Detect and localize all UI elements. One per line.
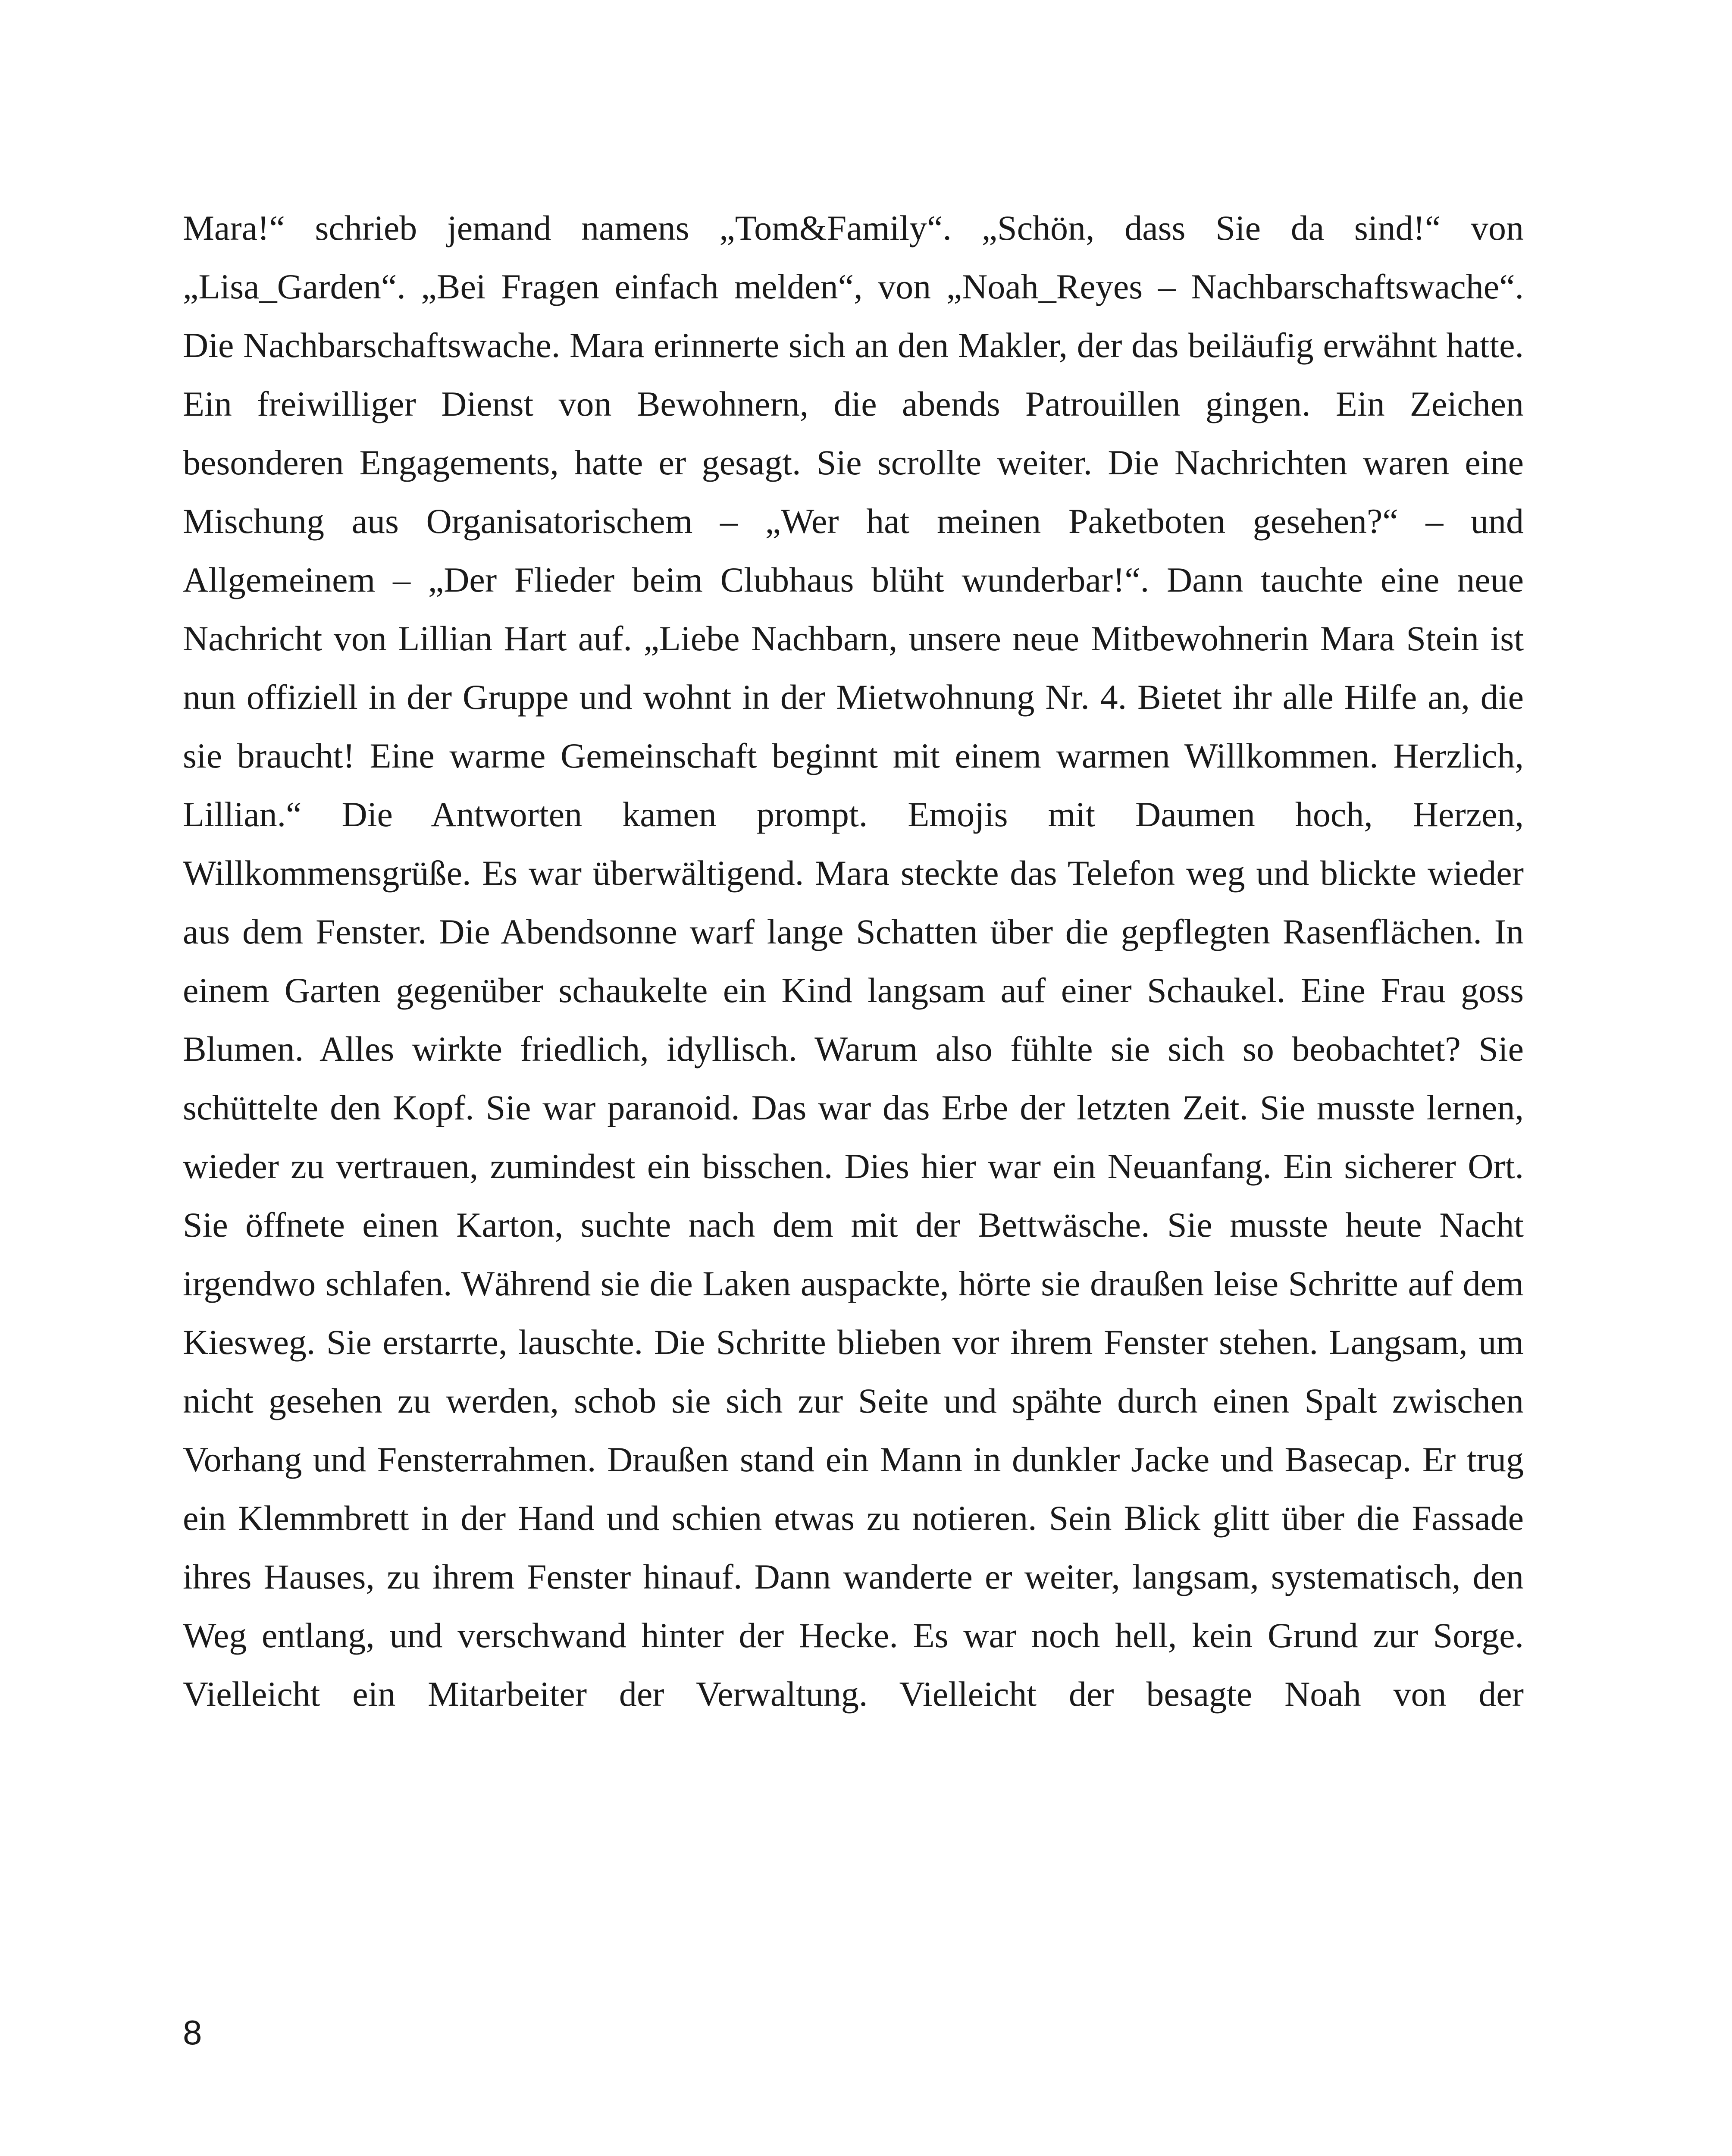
page-number: 8: [183, 2013, 202, 2052]
body-paragraph: Mara!“ schrieb jemand namens „Tom&Family“. „Schön, dass Sie da sind!“ von „Lisa_Garden“. „Bei Fragen einfach melden“, von „Noah_Reyes – Nachbarschaftswache“. Die Nachbarschaftswache. Mara erinnerte sich an den Makler, der das beiläufig erwähnt hatte. Ein freiwilliger Dienst von Bewohnern, die abends Patrouillen gingen. Ein Zeichen besonderen Engagements, hatte er gesagt. Sie scrollte weiter. Die Nachrichten waren eine Mischung aus Organisatorischem – „Wer hat meinen Paketboten gesehen?“ – und Allgemeinem – „Der Flieder beim Clubhaus blüht wunderbar!“. Dann tauchte eine neue Nachricht von Lillian Hart auf. „Liebe Nachbarn, unsere neue Mitbewohnerin Mara Stein ist nun offiziell in der Gruppe und wohnt in der Mietwohnung Nr. 4. Bietet ihr alle Hilfe an, die sie braucht! Eine warme Gemeinschaft beginnt mit einem warmen Willkommen. Herzlich, Lillian.“ Die Antworten kamen prompt. Emojis mit Daumen hoch, Herzen, Willkommensgrüße. Es war überwältigend. Mara steckte das Telefon weg und blickte wieder aus dem Fenster. Die Abendsonne warf lange Schatten über die gepflegten Rasenflächen. In einem Garten gegenüber schaukelte ein Kind langsam auf einer Schaukel. Eine Frau goss Blumen. Alles wirkte friedlich, idyllisch. Warum also fühlte sie sich so beobachtet? Sie schüttelte den Kopf. Sie war paranoid. Das war das Erbe der letzten Zeit. Sie musste lernen, wieder zu vertrauen, zumindest ein bisschen. Dies hier war ein Neuanfang. Ein sicherer Ort. Sie öffnete einen Karton, suchte nach dem mit der Bettwäsche. Sie musste heute Nacht irgendwo schlafen. Während sie die Laken auspackte, hörte sie draußen leise Schritte auf dem Kiesweg. Sie erstarrte, lauschte. Die Schritte blieben vor ihrem Fenster stehen. Langsam, um nicht gesehen zu werden, schob sie sich zur Seite und spähte durch einen Spalt zwischen Vorhang und Fensterrahmen. Draußen stand ein Mann in dunkler Jacke und Basecap. Er trug ein Klemmbrett in der Hand und schien etwas zu notieren. Sein Blick glitt über die Fassade ihres Hauses, zu ihrem Fenster hinauf. Dann wanderte er weiter, langsam, systematisch, den Weg entlang, und verschwand hinter der Hecke. Es war noch hell, kein Grund zur Sorge. Vielleicht ein Mitarbeiter der Verwaltung. Vielleicht der besagte Noah von der: [183, 208, 1524, 1714]
